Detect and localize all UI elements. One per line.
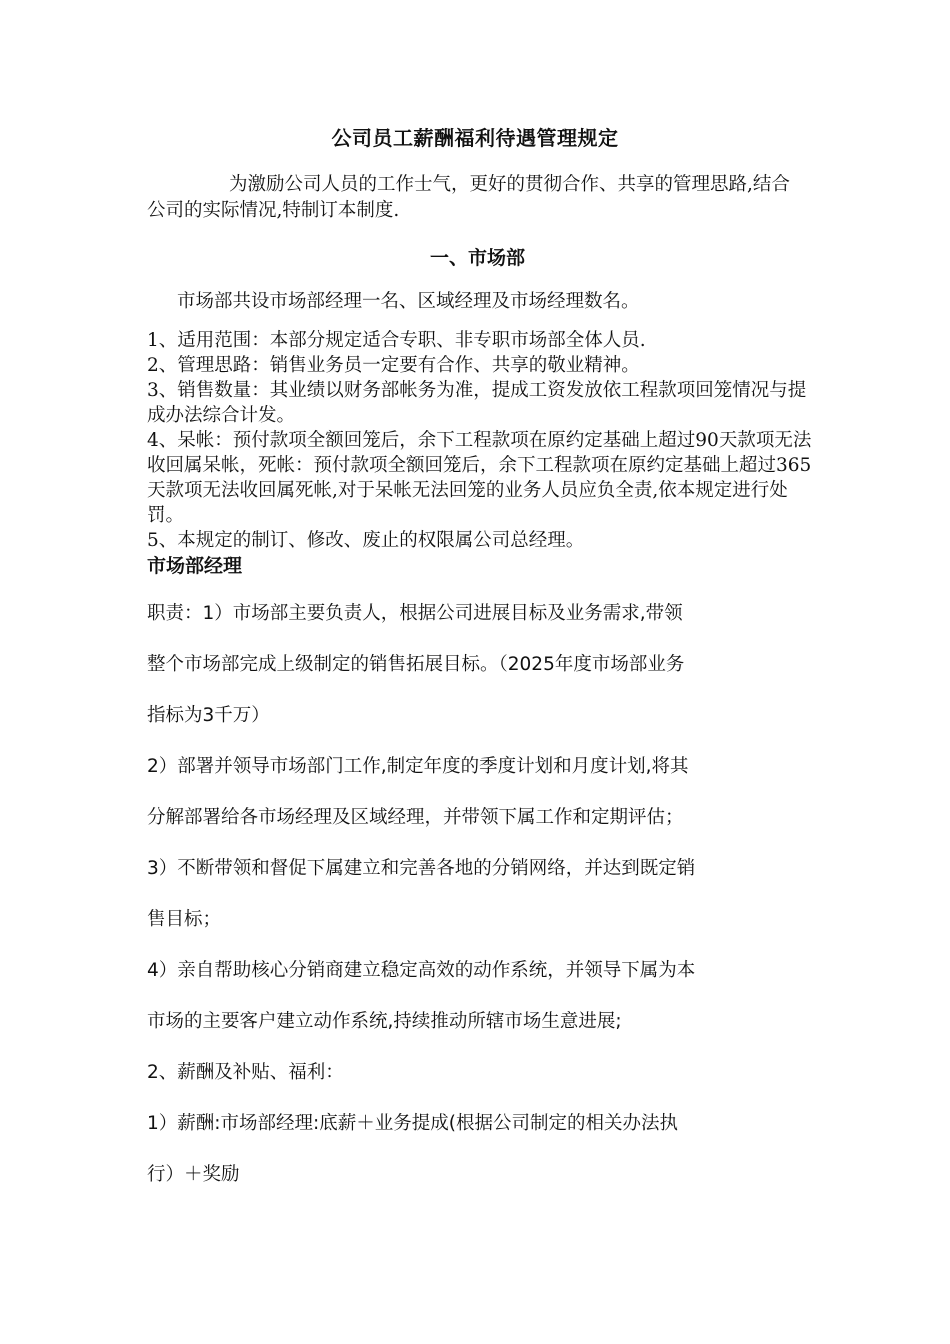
duty-line: 指标为3千万） [147,705,270,726]
section-summary: 市场部共设市场部经理一名、区域经理及市场经理数名。 [177,291,640,312]
duty-line: 2、薪酬及补贴、福利： [147,1062,344,1083]
manager-duties [147,588,812,1200]
rule-item: 4、呆帐：预付款项全额回笼后，余下工程款项在原约定基础上超过90天款项无法收回属呆帐，死帐：预付款项全额回笼后，余下工程款项在原约定基础上超过365天款项无法收回属死帐,对于呆帐无法回笼的业务人员应负全责,依本规定进行处罚。 [147,430,812,526]
duty-line: 市场的主要客户建立动作系统,持续推动所辖市场生意进展; [147,1011,622,1032]
rule-item: 1、适用范围：本部分规定适合专职、非专职市场部全体人员. [147,330,646,351]
document-title: 公司员工薪酬福利待遇管理规定 [331,126,619,150]
duty-line: 1）薪酬:市场部经理:底薪＋业务提成(根据公司制定的相关办法执 [147,1113,678,1134]
intro-paragraph: 为激励公司人员的工作士气，更好的贯彻合作、共享的管理思路,结合公司的实际情况,特制订本制度. [147,174,790,221]
section-heading-market: 一、市场部 [429,247,525,269]
duty-line: 4）亲自帮助核心分销商建立稳定高效的动作系统，并领导下属为本 [147,960,696,981]
duty-line: 售目标； [147,909,222,930]
duty-line: 3）不断带领和督促下属建立和完善各地的分销网络，并达到既定销 [147,858,696,879]
rule-item: 3、销售数量：其业绩以财务部帐务为准，提成工资发放依工程款项回笼情况与提成办法综合计发。 [147,380,807,426]
rules-list [147,328,812,553]
rule-item: 2、管理思路：销售业务员一定要有合作、共享的敬业精神。 [147,355,640,376]
duty-line: 2）部署并领导市场部门工作,制定年度的季度计划和月度计划,将其 [147,756,689,777]
rule-item: 5、本规定的制订、修改、废止的权限属公司总经理。 [147,530,585,551]
duty-line: 职责：1）市场部主要负责人，根据公司进展目标及业务需求,带领 [147,603,683,624]
duty-line: 分解部署给各市场经理及区域经理，并带领下属工作和定期评估； [147,807,684,828]
duty-line: 整个市场部完成上级制定的销售拓展目标。（2025年度市场部业务 [147,654,685,675]
manager-heading: 市场部经理 [147,555,243,577]
duty-line: 行）＋奖励 [147,1164,240,1185]
